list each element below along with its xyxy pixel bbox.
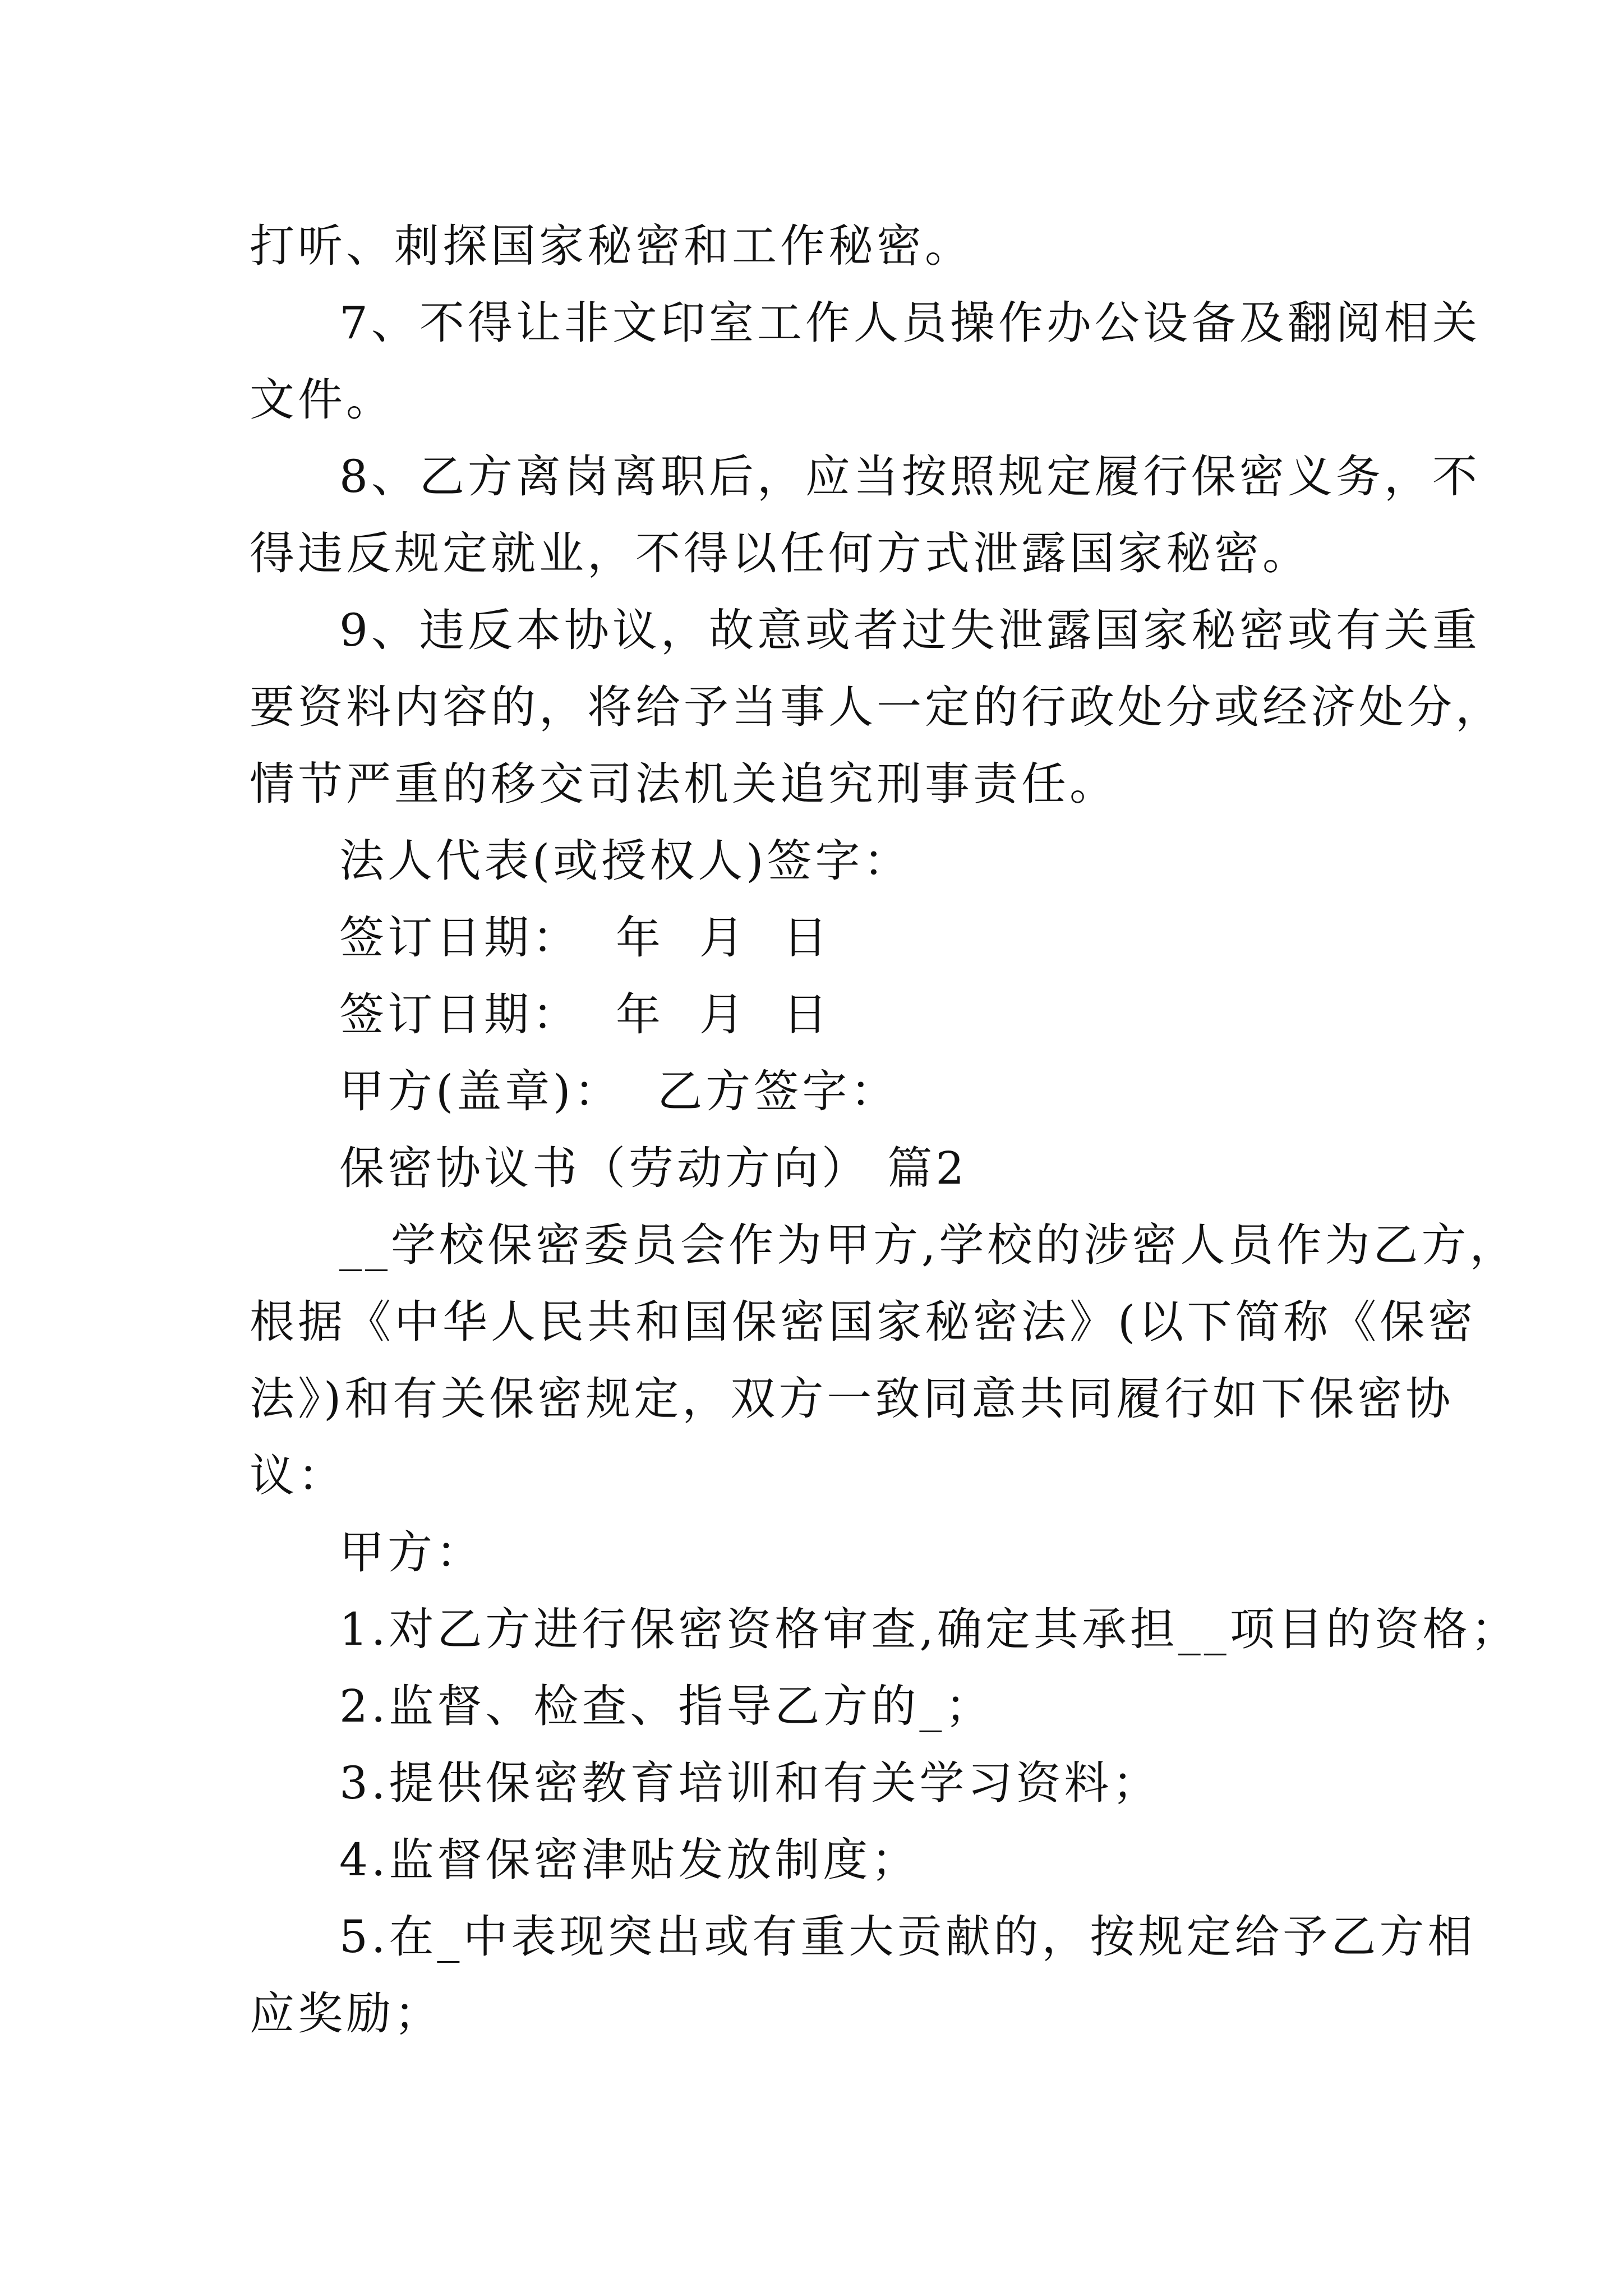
list-item: 3.提供保密教育培训和有关学习资料； — [339, 1757, 1161, 1809]
text-line: 应奖励； — [250, 1987, 442, 2040]
list-item: 5.在_中表现突出或有重大贡献的，按规定给予乙方相 — [339, 1911, 1476, 1963]
text-line: 法》)和有关保密规定，双方一致同意共同履行如下保密协 — [250, 1373, 1454, 1425]
list-item: 4.监督保密津贴发放制度； — [339, 1834, 920, 1886]
text-line: 得违反规定就业，不得以任何方式泄露国家秘密。 — [250, 527, 1311, 579]
text-line: 根据《中华人民共和国保密国家秘密法》(以下简称《保密 — [250, 1296, 1477, 1348]
signing-date-line: 签订日期： 年 月 日 — [339, 912, 831, 964]
text-line: 要资料内容的，将给予当事人一定的行政处分或经济处分， — [250, 681, 1504, 733]
text-line: 7、不得让非文印室工作人员操作办公设备及翻阅相关 — [339, 297, 1481, 349]
section-heading: 保密协议书（劳动方向） 篇2 — [339, 1142, 968, 1194]
text-line: __学校保密委员会作为甲方,学校的涉密人员作为乙方， — [339, 1219, 1518, 1271]
list-item: 1.对乙方进行保密资格审查,确定其承担__项目的资格； — [339, 1603, 1519, 1655]
text-line: 文件。 — [250, 374, 394, 426]
text-line: 打听、刺探国家秘密和工作秘密。 — [250, 220, 973, 272]
party-a-heading: 甲方： — [339, 1526, 484, 1579]
text-line: 议： — [250, 1450, 346, 1502]
signature-label: 法人代表(或授权人)签字： — [339, 835, 912, 887]
document-body — [250, 208, 1519, 2052]
list-item: 2.监督、检查、指导乙方的_； — [339, 1680, 994, 1732]
party-signature-line: 甲方(盖章)： 乙方签字： — [339, 1065, 899, 1117]
signing-date-line: 签订日期： 年 月 日 — [339, 988, 831, 1041]
text-line: 9、违反本协议，故意或者过失泄露国家秘密或有关重 — [339, 604, 1481, 656]
text-line: 情节严重的移交司法机关追究刑事责任。 — [250, 758, 1118, 810]
text-line: 8、乙方离岗离职后，应当按照规定履行保密义务，不 — [339, 450, 1481, 503]
